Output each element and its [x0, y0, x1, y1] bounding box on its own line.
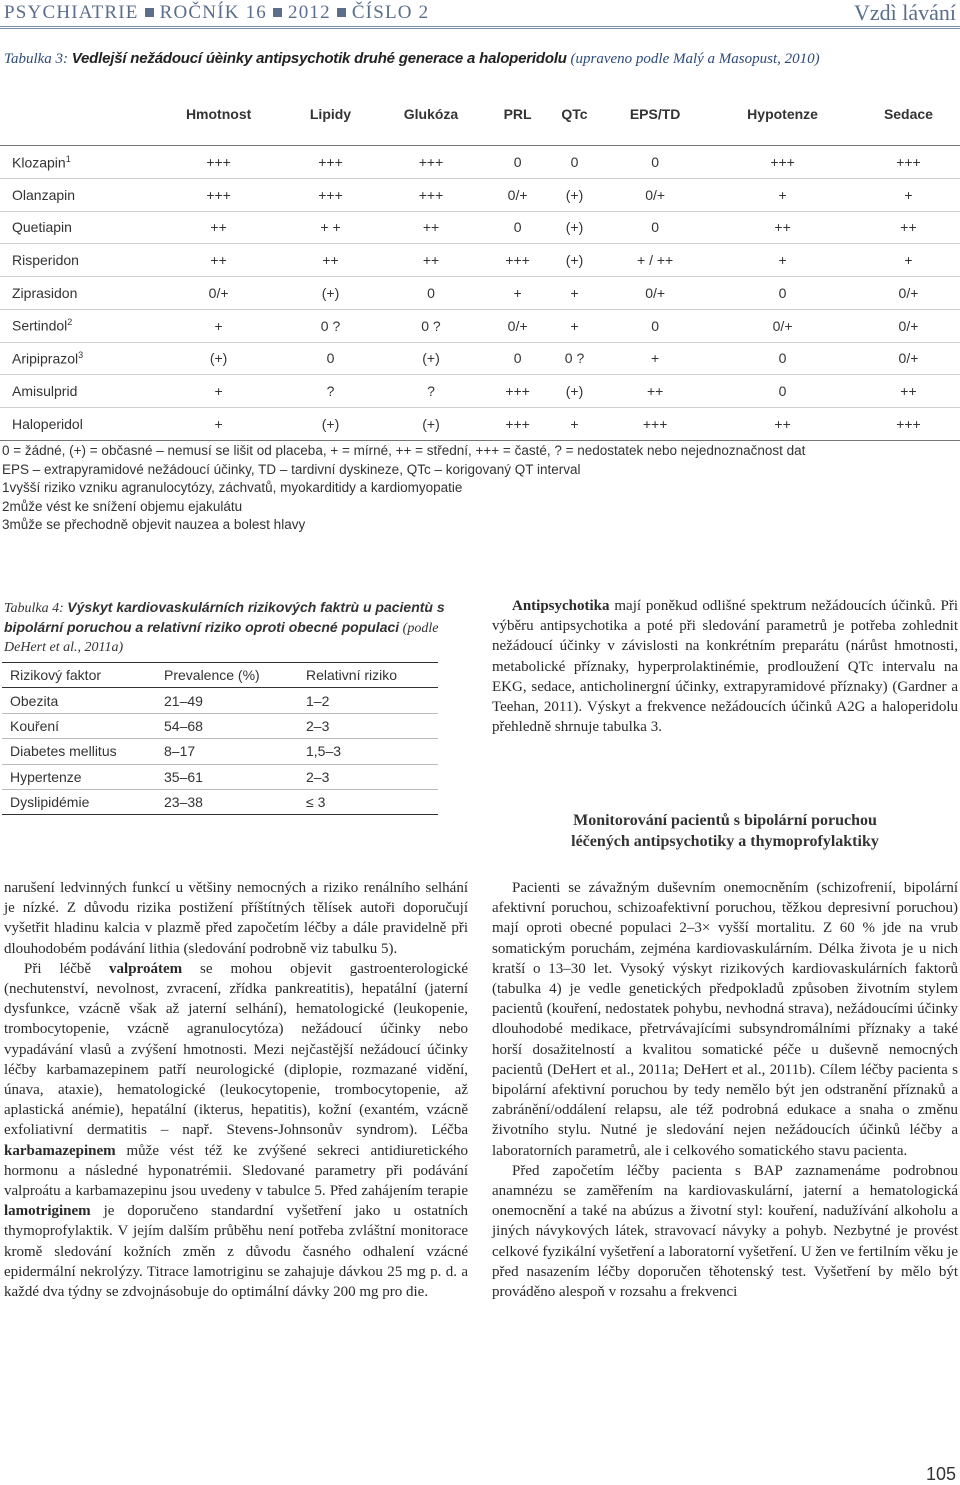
- journal-name: PSYCHIATRIE: [4, 2, 139, 23]
- table3-cell: +: [708, 244, 857, 277]
- table3-cell: 0: [374, 277, 488, 310]
- table4-caption-title: Výskyt kardiovaskulárních rizikových faktrù u pacientù s bipolární poruchou a relativní riziko oproti obecné populaci: [4, 599, 445, 635]
- table3-cell: ++: [374, 244, 488, 277]
- table3-cell: +: [857, 178, 960, 211]
- table3-cell: +: [150, 375, 287, 408]
- table3-row: [0, 146, 960, 179]
- table3-note: 2může vést ke snížení objemu ejakulátu: [2, 498, 243, 514]
- journal-volume: ROČNÍK 16: [159, 2, 267, 23]
- table3-cell: 0: [488, 211, 547, 244]
- drug-name: Klozapin: [12, 154, 66, 171]
- subheading-line: Monitorování pacientů s bipolární poruchou: [573, 812, 877, 829]
- table3-cell: 0/+: [150, 277, 287, 310]
- table4-cell: Kouření: [2, 713, 156, 738]
- left-column-text: [4, 878, 468, 1302]
- bold-term: lamotriginem: [4, 1203, 91, 1220]
- separator-square-icon: [273, 8, 282, 17]
- table3-cell: ++: [708, 211, 857, 244]
- drug-name: Amisulprid: [12, 383, 78, 400]
- table4-header-row: [2, 663, 438, 688]
- header-divider: [0, 26, 960, 29]
- table3-col-header: QTc: [561, 105, 588, 122]
- table3-cell: 0/+: [708, 309, 857, 342]
- table3-cell: +: [488, 277, 547, 310]
- table3-cell: +: [547, 309, 602, 342]
- footnote-marker: 3: [78, 350, 84, 361]
- table4-col-header: Relativní riziko: [298, 663, 438, 688]
- journal-issue: ČÍSLO 2: [351, 2, 430, 23]
- table3-cell: 0: [708, 375, 857, 408]
- table3-cell: +++: [287, 146, 374, 179]
- table4-cell: 2–3: [298, 764, 438, 789]
- table3-col-header: Glukóza: [403, 105, 459, 122]
- section-title: Vzdì lávání: [853, 0, 956, 25]
- table3-cell: ++: [150, 211, 287, 244]
- table3-cell: +++: [150, 178, 287, 211]
- table3-cell: (+): [547, 211, 602, 244]
- table3-cell: +++: [287, 178, 374, 211]
- drug-name: Sertindol: [12, 317, 68, 334]
- paragraph: [492, 596, 958, 737]
- table3-note: 0 = žádné, (+) = občasné – nemusí se lišit od placeba, + = mírné, ++ = střední, +++ = časté, ? = nedostatek nebo nejednoznačnost dat: [2, 443, 806, 458]
- table3-cell: +: [857, 244, 960, 277]
- table3-row: [0, 178, 960, 211]
- text-run: je doporučeno standardní vyšetření jako u ostatních thymoprofylaktik. V jejím dalším průběhu není potřeba zvláštní monitorace kromě sledování kožních změn z důvodu časného odhalení vzácné epidermální nekrolýzy. Titrace lamotriginu se zahajuje dávkou 25 mg p. d. a každé dva týdny se zdvojnásobuje do optimální dávky 200 mg pro die.: [4, 1203, 468, 1301]
- section-subheading: [500, 810, 950, 852]
- drug-name-cell: [0, 244, 150, 277]
- table4-row: [2, 713, 438, 738]
- table4-cell: 8–17: [156, 739, 298, 764]
- table3-note: 3může se přechodně objevit nauzea a bolest hlavy: [2, 517, 306, 532]
- table4-row: [2, 764, 438, 789]
- table3-cell: 0/+: [857, 277, 960, 310]
- table3-col-header: Lipidy: [309, 105, 352, 122]
- table3-row: [0, 277, 960, 310]
- table4-col-header: Prevalence (%): [156, 663, 298, 688]
- table3-caption-source: (upraveno podle Malý a Masopust, 2010): [570, 51, 820, 67]
- table3-col-header: PRL: [503, 105, 532, 122]
- table3-cell: 0/+: [488, 178, 547, 211]
- table3-cell: 0/+: [857, 309, 960, 342]
- adverse-effects-table: [0, 82, 960, 441]
- drug-name: Ziprasidon: [12, 284, 78, 301]
- table3-cell: +++: [488, 244, 547, 277]
- table4-cell: 23–38: [156, 789, 298, 814]
- table3-cell: ++: [602, 375, 708, 408]
- separator-square-icon: [337, 8, 346, 17]
- table3-cell: +++: [602, 408, 708, 441]
- table3-cell: +++: [857, 408, 960, 441]
- table3-caption: [4, 50, 954, 68]
- table3-cell: +: [602, 342, 708, 375]
- drug-name-cell: [0, 178, 150, 211]
- text-run: se mohou objevit gastroenterologické (nechutenství, nevolnost, zvracení, zřídka pankreatitis), hepatální (jaterní dysfunkce, vzácně však až jaterní selhání), hematologické (leukopenie, trombocytopenie, vzácně agranulocytóza) nežádoucí účinky nebo vypadávání vlasů a zvýšení hmotnosti. Mezi nejčastější nežádoucí účinky léčby karbamazepinem patří neurologické (diplopie, rozmazané vidění, únava, ataxie), hematologické (leukocytopenie, trombocytopenie, až aplastická anémie), hepatální (ikterus, hepatitis), kožní (exantém, vzácně exfoliativní dermatitis – např. Stevens-Johnsonův syndrom). Léčba: [4, 960, 468, 1139]
- table3-row: [0, 408, 960, 441]
- drug-name-cell: [0, 277, 150, 310]
- table4-row: [2, 688, 438, 713]
- table4-row: [2, 739, 438, 764]
- table3-note: EPS – extrapyramidové nežádoucí účinky, TD – tardivní dyskineze, QTc – korigovaný QT interval: [2, 461, 581, 477]
- table4-cell: ≤ 3: [298, 789, 438, 814]
- footnote-marker: 1: [65, 153, 71, 164]
- table3-cell: +++: [374, 178, 488, 211]
- table3-cell: (+): [374, 342, 488, 375]
- table4-caption: [4, 598, 482, 657]
- bold-term: valproátem: [109, 960, 183, 977]
- table3-col-header: EPS/TD: [629, 105, 681, 122]
- cardiovascular-risk-table: [2, 662, 438, 815]
- table4-cell: Obezita: [2, 688, 156, 713]
- table3-cell: +++: [488, 408, 547, 441]
- journal-info: [4, 2, 429, 24]
- table3-cell: 0: [602, 309, 708, 342]
- text-run: může vést též ke zvýšené sekreci antidiuretického hormonu a následné hyponatrémii. Sledované parametry při podávání valproátu a karbamazepinu jsou uvedeny v tabulce 5. Před zahájením terapie: [4, 1142, 468, 1200]
- table3-corner-cell: [0, 82, 150, 146]
- table3-cell: +: [708, 178, 857, 211]
- table3-note: 1vyšší riziko vzniku agranulocytózy, záchvatů, myokarditidy a kardiomyopatie: [2, 480, 463, 495]
- table4-caption-label: Tabulka 4:: [4, 601, 64, 616]
- drug-name: Risperidon: [12, 252, 79, 269]
- table4-cell: 1–2: [298, 688, 438, 713]
- table3-cell: +++: [708, 146, 857, 179]
- table4-cell: 54–68: [156, 713, 298, 738]
- table3-cell: 0: [547, 146, 602, 179]
- table3-cell: 0 ?: [287, 309, 374, 342]
- table4-cell: 2–3: [298, 713, 438, 738]
- table3-row: [0, 375, 960, 408]
- subheading-line: léčených antipsychotiky a thymoprofylaktiky: [571, 833, 879, 850]
- right-column-text: [492, 878, 958, 1302]
- text-run: mají poněkud odlišné spektrum nežádoucích účinků. Při výběru antipsychotika a poté při sledování parametrů je potřeba zohlednit nežádoucí účinky v závislosti na konkrétním preparátu (nárůst hmotnosti, metabolické příznaky, hyperprolaktinémie, prodloužení QTc intervalu na EKG, sedace, anticholinergní účinky, extrapyramidové příznaky) (Gardner a Teehan, 2011). Výskyt a frekvence nežádoucích účinků A2G a haloperidolu přehledně shrnuje tabulka 3.: [492, 598, 958, 736]
- table3-cell: 0: [708, 277, 857, 310]
- drug-name: Quetiapin: [12, 219, 72, 236]
- footnote-marker: 2: [67, 317, 73, 328]
- paragraph: narušení ledvinných funkcí u většiny nemocných a riziko renálního selhání je nízké. Z důvodu rizika postižení příštítných tělísek autoři doporučují vyšetřit hladinu kalcia v plazmě před započetím léčby a dále pravidelně při dlouhodobém podávání lithia (sledování podrobně viz tabulku 5).: [4, 880, 468, 957]
- table3-cell: +++: [857, 146, 960, 179]
- table3-row: [0, 211, 960, 244]
- drug-name: Olanzapin: [12, 186, 76, 203]
- table3-cell: +: [150, 408, 287, 441]
- table3-cell: (+): [374, 408, 488, 441]
- table3-cell: 0: [488, 342, 547, 375]
- drug-name-cell: [0, 342, 150, 375]
- table3-row: [0, 342, 960, 375]
- table3-cell: (+): [150, 342, 287, 375]
- text-run: Při léčbě: [24, 960, 110, 977]
- table4-cell: Dyslipidémie: [2, 789, 156, 814]
- drug-name: Aripiprazol: [12, 350, 79, 367]
- table3-cell: 0: [602, 211, 708, 244]
- table3-row: [0, 244, 960, 277]
- table3-cell: +++: [488, 375, 547, 408]
- table3-col-header: Hmotnost: [185, 105, 252, 122]
- drug-name-cell: [0, 211, 150, 244]
- bold-term: Antipsychotika: [512, 598, 610, 614]
- table4-row: [2, 789, 438, 814]
- table3-cell: ++: [287, 244, 374, 277]
- table4-caption-source: (podle DeHert et al., 2011a): [4, 621, 439, 655]
- table3-cell: ++: [857, 211, 960, 244]
- table3-caption-label: Tabulka 3:: [4, 51, 69, 67]
- table3-cell: 0 ?: [547, 342, 602, 375]
- table4-cell: Diabetes mellitus: [2, 739, 156, 764]
- paragraph: [4, 959, 468, 1302]
- table3-cell: ?: [287, 375, 374, 408]
- table3-cell: ++: [708, 408, 857, 441]
- table3-cell: 0/+: [488, 309, 547, 342]
- table3-cell: +: [150, 309, 287, 342]
- table3-cell: ?: [374, 375, 488, 408]
- table3-cell: +: [547, 408, 602, 441]
- table4-body: [2, 688, 438, 815]
- table4-cell: 35–61: [156, 764, 298, 789]
- drug-name-cell: [0, 309, 150, 342]
- table3-cell: 0: [708, 342, 857, 375]
- table3-cell: ++: [857, 375, 960, 408]
- table3-row: [0, 309, 960, 342]
- paragraph: Pacienti se závažným duševním onemocněním (schizofrenií, bipolární afektivní poruchou, schizoafektivní poruchou, těžkou depresivní poruchou) mají oproti obecné populaci 2–3× vyšší mortalitu. Z 60 % jde na vrub somatickým poruchám, zejména kardiovaskulárním. Délka života je u nich kratší o 13–30 let. Vysoký výskyt rizikových kardiovaskulárních faktorů (tabulka 4) je vedle genetických předpokladů způsoben životním stylem pacientů (kouření, nedostatek pohybu, nevhodná strava), nežádoucími účinky dlouhodobé medikace, přetrvávajícími subsyndromálními příznaky a také horší dosažitelností a kvalitou somatické péče u duševně nemocných pacientů (DeHert et al., 2011a; DeHert et al., 2011b). Cílem léčby pacienta s bipolární afektivní poruchou by tedy nemělo být jen odstranění příznaků a zabránění/oddálení relapsu, ale též podrobná edukace a snaha o změnu životního stylu. Nutné je sledování nejen nežádoucích účinků léčby a laboratorních parametrů, ale i celkového somatického stavu pacienta.: [492, 880, 958, 1159]
- table3-cell: (+): [287, 408, 374, 441]
- table4-cell: Hypertenze: [2, 764, 156, 789]
- table3-cell: 0/+: [602, 178, 708, 211]
- table3-col-header: Hypotenze: [747, 105, 818, 122]
- table3-cell: + / ++: [602, 244, 708, 277]
- table3-body: [0, 146, 960, 441]
- journal-year: 2012: [288, 2, 331, 23]
- bold-term: karbamazepinem: [4, 1142, 116, 1159]
- table3-cell: 0: [287, 342, 374, 375]
- paragraph: Před započetím léčby pacienta s BAP zaznamenáme podrobnou anamnézu se zaměřením na kardiovaskulární, jaterní a hematologická onemocnění a také na abúzus a životní styl: kouření, nadužívání alkoholu a jiných návykových látek, stravovací návyky a pohyb. Nezbytné je provést celkové fyzikální vyšetření a laboratorní vyšetření. U žen ve fertilním věku je před nasazením léčby doporučen těhotenský test. Vyšetření by mělo být prováděno alespoň v rozsahu a frekvenci: [492, 1162, 958, 1301]
- table3-caption-title: Vedlejší nežádoucí úèinky antipsychotik druhé generace a haloperidolu: [71, 50, 567, 67]
- table3-cell: 0/+: [857, 342, 960, 375]
- separator-square-icon: [145, 8, 154, 17]
- table3-cell: 0/+: [602, 277, 708, 310]
- table3-cell: (+): [547, 178, 602, 211]
- table3-col-header: Sedace: [883, 105, 933, 122]
- table3-cell: 0: [488, 146, 547, 179]
- table3-cell: + +: [287, 211, 374, 244]
- drug-name-cell: [0, 375, 150, 408]
- table3-cell: 0 ?: [374, 309, 488, 342]
- table4-col-header: Rizikový faktor: [2, 663, 156, 688]
- table3-header-row: [0, 82, 960, 146]
- table3-notes: [2, 442, 952, 535]
- table3-cell: +++: [150, 146, 287, 179]
- drug-name-cell: [0, 146, 150, 179]
- drug-name: Haloperidol: [12, 415, 83, 432]
- drug-name-cell: [0, 408, 150, 441]
- table3-cell: 0: [602, 146, 708, 179]
- table3-cell: ++: [150, 244, 287, 277]
- page-number: 105: [925, 1464, 956, 1484]
- right-column-intro: [492, 596, 958, 737]
- table3-cell: +: [547, 277, 602, 310]
- table3-cell: (+): [547, 375, 602, 408]
- table3-cell: ++: [374, 211, 488, 244]
- table3-cell: (+): [287, 277, 374, 310]
- page-header: [0, 0, 960, 26]
- table3-cell: (+): [547, 244, 602, 277]
- table4-cell: 21–49: [156, 688, 298, 713]
- table4-cell: 1,5–3: [298, 739, 438, 764]
- table3-cell: +++: [374, 146, 488, 179]
